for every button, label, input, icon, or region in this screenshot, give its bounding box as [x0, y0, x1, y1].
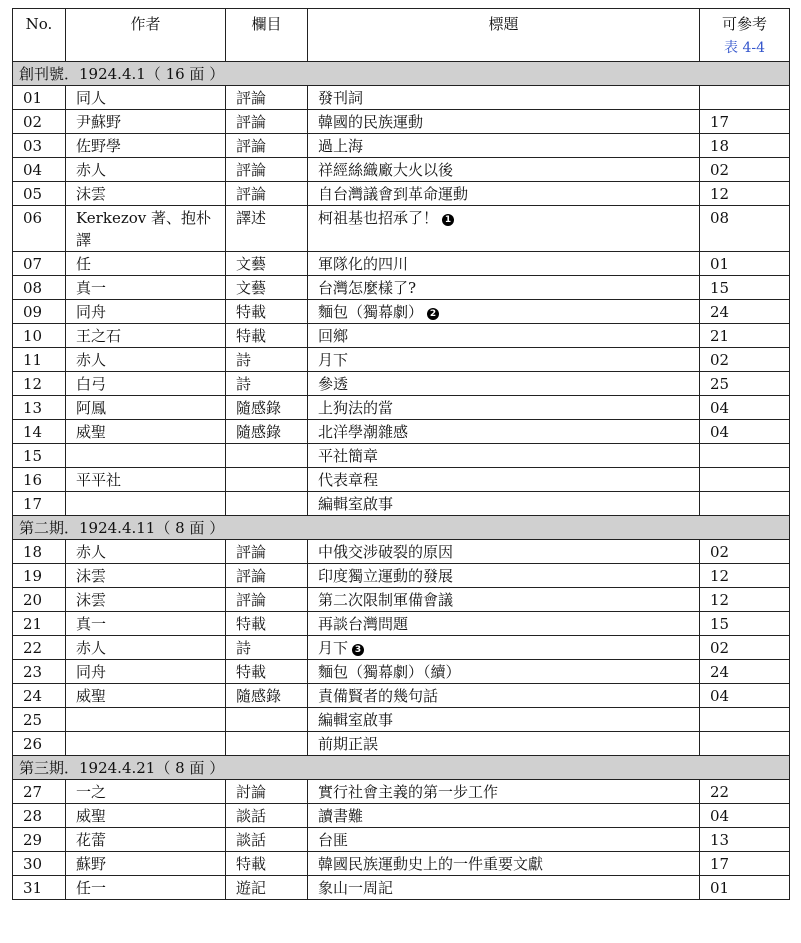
cell-title: [308, 324, 700, 348]
cell-no: 28: [13, 804, 66, 828]
cell-author: 赤人: [66, 348, 226, 372]
title-text: 責備賢者的幾句話: [318, 687, 439, 705]
cell-ref: [700, 492, 790, 516]
cell-no: 14: [13, 420, 66, 444]
table-row: [13, 804, 790, 828]
title-text: 麵包（獨幕劇）（續）: [318, 663, 461, 681]
title-text: 軍隊化的四川: [318, 255, 409, 273]
cell-title: [308, 420, 700, 444]
title-text: 平社簡章: [318, 447, 379, 465]
title-text: 第二次限制軍備會議: [318, 591, 454, 609]
cell-ref: 12: [700, 588, 790, 612]
cell-column: 詩: [226, 636, 308, 660]
cell-author: 花蕾: [66, 828, 226, 852]
cell-no: 07: [13, 252, 66, 276]
cell-no: 09: [13, 300, 66, 324]
table-row: [13, 492, 790, 516]
header-no: No.: [13, 9, 66, 62]
title-text: 柯祖基也招承了！: [318, 209, 439, 227]
cell-author: 同舟: [66, 300, 226, 324]
cell-column: 譯述: [226, 206, 308, 252]
cell-column: [226, 492, 308, 516]
table-row: [13, 708, 790, 732]
title-text: 編輯室啟事: [318, 495, 394, 513]
table-row: [13, 300, 790, 324]
title-text: 參透: [318, 375, 349, 393]
cell-author: 同舟: [66, 660, 226, 684]
cell-title: [308, 612, 700, 636]
cell-ref: 04: [700, 420, 790, 444]
cell-column: 談話: [226, 828, 308, 852]
cell-no: 29: [13, 828, 66, 852]
cell-author: 佐野學: [66, 134, 226, 158]
cell-ref: 17: [700, 110, 790, 134]
table-row: [13, 732, 790, 756]
cell-column: 特載: [226, 660, 308, 684]
title-text: 韓國的民族運動: [318, 113, 424, 131]
cell-ref: [700, 708, 790, 732]
section-label: 第二期．1924.4.11（ 8 面 ）: [13, 516, 790, 540]
cell-column: 特載: [226, 612, 308, 636]
cell-ref: [700, 468, 790, 492]
cell-ref: 04: [700, 804, 790, 828]
cell-title: [308, 300, 700, 324]
header-author: 作者: [66, 9, 226, 62]
cell-no: 10: [13, 324, 66, 348]
table-row: [13, 86, 790, 110]
section-label: 創刊號．1924.4.1（ 16 面 ）: [13, 62, 790, 86]
title-text: 象山一周記: [318, 879, 394, 897]
cell-author: 威聖: [66, 684, 226, 708]
section-header-row: [13, 516, 790, 540]
cell-author: 威聖: [66, 804, 226, 828]
cell-no: 08: [13, 276, 66, 300]
cell-title: [308, 684, 700, 708]
title-text: 編輯室啟事: [318, 711, 394, 729]
title-text: 讀書難: [318, 807, 364, 825]
cell-author: [66, 732, 226, 756]
table-row: [13, 252, 790, 276]
table-row: [13, 158, 790, 182]
cell-column: 評論: [226, 540, 308, 564]
cell-no: 21: [13, 612, 66, 636]
cell-ref: 24: [700, 660, 790, 684]
cell-column: [226, 468, 308, 492]
cell-column: 特載: [226, 324, 308, 348]
cell-title: [308, 852, 700, 876]
cell-column: 評論: [226, 86, 308, 110]
cell-author: 白弓: [66, 372, 226, 396]
cell-author: 威聖: [66, 420, 226, 444]
cell-no: 03: [13, 134, 66, 158]
section-header-row: [13, 62, 790, 86]
cell-title: [308, 636, 700, 660]
cell-ref: 21: [700, 324, 790, 348]
table-row: [13, 636, 790, 660]
title-text: 北洋學潮雜感: [318, 423, 409, 441]
table-header: [13, 9, 790, 62]
ref-table-link[interactable]: 表 4-4: [724, 40, 765, 56]
title-text: 月下: [318, 639, 349, 657]
table-row: [13, 182, 790, 206]
cell-ref: 02: [700, 348, 790, 372]
cell-ref: 22: [700, 780, 790, 804]
cell-column: 討論: [226, 780, 308, 804]
cell-column: 評論: [226, 134, 308, 158]
cell-author: 同人: [66, 86, 226, 110]
cell-title: [308, 540, 700, 564]
cell-title: [308, 876, 700, 900]
table-row: [13, 684, 790, 708]
cell-author: 沫雲: [66, 588, 226, 612]
cell-author: 任一: [66, 876, 226, 900]
title-text: 台匪: [318, 831, 349, 849]
cell-column: 文藝: [226, 276, 308, 300]
cell-ref: 04: [700, 684, 790, 708]
footnote-marker-icon[interactable]: 2: [427, 308, 439, 320]
header-ref: [700, 9, 790, 62]
table-row: [13, 444, 790, 468]
title-text: 再談台灣問題: [318, 615, 409, 633]
title-text: 前期正誤: [318, 735, 379, 753]
table-row: [13, 468, 790, 492]
section-label: 第三期．1924.4.21（ 8 面 ）: [13, 756, 790, 780]
cell-author: 一之: [66, 780, 226, 804]
cell-ref: 25: [700, 372, 790, 396]
title-text: 祥經絲織廠大火以後: [318, 161, 454, 179]
cell-no: 18: [13, 540, 66, 564]
cell-column: 特載: [226, 852, 308, 876]
cell-no: 15: [13, 444, 66, 468]
cell-ref: 17: [700, 852, 790, 876]
cell-author: [66, 444, 226, 468]
cell-no: 04: [13, 158, 66, 182]
table-row: [13, 540, 790, 564]
cell-no: 16: [13, 468, 66, 492]
title-text: 中俄交涉破裂的原因: [318, 543, 454, 561]
cell-title: [308, 708, 700, 732]
cell-no: 12: [13, 372, 66, 396]
cell-author: 赤人: [66, 540, 226, 564]
cell-no: 20: [13, 588, 66, 612]
cell-title: [308, 804, 700, 828]
cell-no: 22: [13, 636, 66, 660]
cell-title: [308, 468, 700, 492]
title-text: 回鄉: [318, 327, 349, 345]
cell-no: 11: [13, 348, 66, 372]
cell-column: 評論: [226, 158, 308, 182]
table-row: [13, 780, 790, 804]
section-header-row: [13, 756, 790, 780]
table-row: [13, 876, 790, 900]
title-text: 印度獨立運動的發展: [318, 567, 454, 585]
cell-column: 評論: [226, 564, 308, 588]
cell-author: 沫雲: [66, 564, 226, 588]
cell-column: 隨感錄: [226, 684, 308, 708]
title-text: 台灣怎麼樣了?: [318, 279, 417, 297]
cell-ref: 13: [700, 828, 790, 852]
cell-column: 特載: [226, 300, 308, 324]
cell-column: 文藝: [226, 252, 308, 276]
cell-no: 01: [13, 86, 66, 110]
cell-title: [308, 348, 700, 372]
cell-ref: 08: [700, 206, 790, 252]
header-ref-label: 可參考: [721, 15, 767, 33]
cell-no: 19: [13, 564, 66, 588]
cell-ref: 12: [700, 182, 790, 206]
cell-author: 真一: [66, 276, 226, 300]
cell-column: 詩: [226, 348, 308, 372]
cell-title: [308, 276, 700, 300]
cell-title: [308, 492, 700, 516]
title-text: 自台灣議會到革命運動: [318, 185, 469, 203]
table-row: [13, 324, 790, 348]
cell-ref: 18: [700, 134, 790, 158]
title-text: 代表章程: [318, 471, 379, 489]
cell-column: 遊記: [226, 876, 308, 900]
table-row: [13, 206, 790, 252]
cell-no: 31: [13, 876, 66, 900]
table-row: [13, 348, 790, 372]
cell-ref: 02: [700, 540, 790, 564]
cell-column: 評論: [226, 110, 308, 134]
cell-ref: 04: [700, 396, 790, 420]
header-column: 欄目: [226, 9, 308, 62]
cell-author: 任: [66, 252, 226, 276]
header-title: 標題: [308, 9, 700, 62]
table-row: [13, 564, 790, 588]
cell-author: 平平社: [66, 468, 226, 492]
title-text: 月下: [318, 351, 349, 369]
cell-author: Kerkezov 著、抱朴譯: [66, 206, 226, 252]
cell-author: [66, 708, 226, 732]
cell-title: [308, 444, 700, 468]
cell-no: 24: [13, 684, 66, 708]
cell-title: [308, 564, 700, 588]
cell-column: 隨感錄: [226, 396, 308, 420]
cell-no: 02: [13, 110, 66, 134]
cell-ref: [700, 732, 790, 756]
article-index-table: [12, 8, 790, 900]
cell-author: 赤人: [66, 636, 226, 660]
cell-title: [308, 134, 700, 158]
title-text: 發刊詞: [318, 89, 364, 107]
cell-no: 17: [13, 492, 66, 516]
cell-column: 評論: [226, 588, 308, 612]
cell-column: [226, 732, 308, 756]
title-text: 韓國民族運動史上的一件重要文獻: [318, 855, 544, 873]
cell-title: [308, 86, 700, 110]
cell-title: [308, 828, 700, 852]
table-row: [13, 276, 790, 300]
cell-title: [308, 780, 700, 804]
cell-author: 蘇野: [66, 852, 226, 876]
cell-title: [308, 182, 700, 206]
table-row: [13, 420, 790, 444]
cell-ref: 02: [700, 158, 790, 182]
cell-no: 26: [13, 732, 66, 756]
cell-no: 23: [13, 660, 66, 684]
table-row: [13, 612, 790, 636]
cell-no: 30: [13, 852, 66, 876]
cell-ref: 24: [700, 300, 790, 324]
table-row: [13, 396, 790, 420]
table-row: [13, 372, 790, 396]
title-text: 麵包（獨幕劇）: [318, 303, 424, 321]
title-text: 實行社會主義的第一步工作: [318, 783, 499, 801]
cell-author: 真一: [66, 612, 226, 636]
cell-column: 評論: [226, 182, 308, 206]
cell-ref: 12: [700, 564, 790, 588]
cell-author: 尹蘇野: [66, 110, 226, 134]
cell-title: [308, 158, 700, 182]
cell-no: 13: [13, 396, 66, 420]
cell-title: [308, 660, 700, 684]
table-row: [13, 110, 790, 134]
cell-column: 談話: [226, 804, 308, 828]
cell-column: [226, 444, 308, 468]
cell-ref: 15: [700, 612, 790, 636]
cell-title: [308, 252, 700, 276]
title-text: 上狗法的當: [318, 399, 394, 417]
cell-title: [308, 396, 700, 420]
cell-ref: 15: [700, 276, 790, 300]
cell-no: 25: [13, 708, 66, 732]
table-row: [13, 134, 790, 158]
footnote-marker-icon[interactable]: 3: [352, 644, 364, 656]
table-row: [13, 588, 790, 612]
table-row: [13, 852, 790, 876]
cell-author: 阿鳳: [66, 396, 226, 420]
cell-ref: [700, 444, 790, 468]
cell-author: [66, 492, 226, 516]
cell-ref: [700, 86, 790, 110]
cell-author: 沫雲: [66, 182, 226, 206]
table-row: [13, 660, 790, 684]
cell-column: 隨感錄: [226, 420, 308, 444]
table-row: [13, 828, 790, 852]
cell-author: 赤人: [66, 158, 226, 182]
footnote-marker-icon[interactable]: 1: [442, 214, 454, 226]
cell-column: 詩: [226, 372, 308, 396]
cell-column: [226, 708, 308, 732]
cell-title: [308, 110, 700, 134]
table-body: [13, 62, 790, 900]
cell-ref: 01: [700, 252, 790, 276]
cell-title: [308, 206, 700, 252]
cell-author: 王之石: [66, 324, 226, 348]
cell-ref: 02: [700, 636, 790, 660]
cell-ref: 01: [700, 876, 790, 900]
cell-no: 06: [13, 206, 66, 252]
cell-no: 05: [13, 182, 66, 206]
cell-no: 27: [13, 780, 66, 804]
cell-title: [308, 372, 700, 396]
title-text: 過上海: [318, 137, 364, 155]
cell-title: [308, 588, 700, 612]
cell-title: [308, 732, 700, 756]
